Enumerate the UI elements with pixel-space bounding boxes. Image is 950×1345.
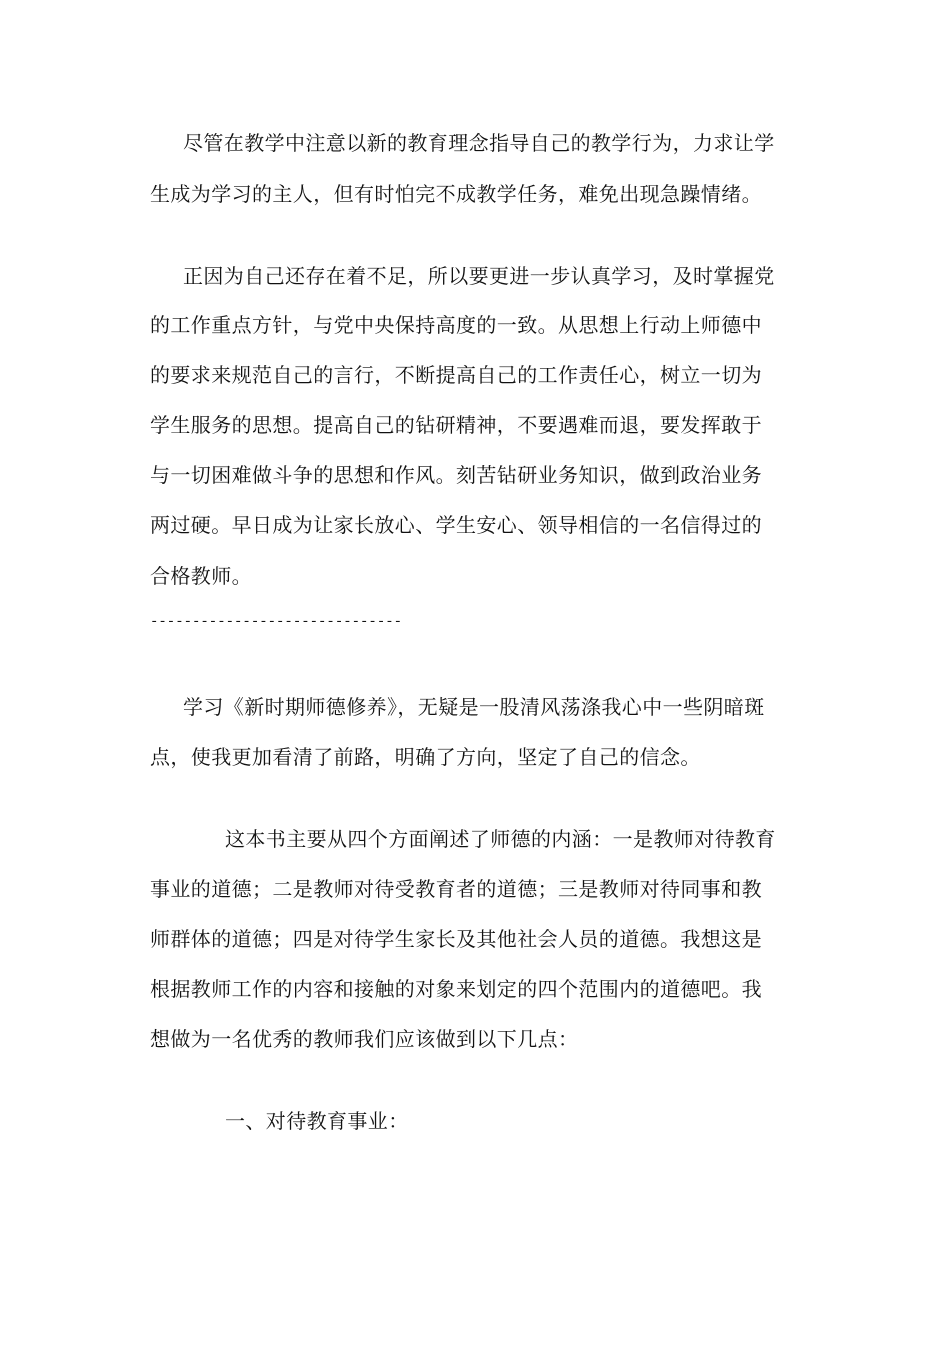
paragraph-1-line-2: 生成为学习的主人，但有时怕完不成教学任务，难免出现急躁情绪。 [150,182,762,206]
paragraph-4-line-1: 这本书主要从四个方面阐述了师德的内涵：一是教师对待教育 [225,827,776,851]
paragraph-2-line-1: 正因为自己还存在着不足，所以要更进一步认真学习，及时掌握党 [183,264,775,288]
paragraph-3-line-2: 点，使我更加看清了前路，明确了方向，坚定了自己的信念。 [150,745,701,769]
paragraph-2-line-3: 的要求来规范自己的言行，不断提高自己的工作责任心，树立一切为 [150,363,762,387]
paragraph-2-line-6: 两过硬。早日成为让家长放心、学生安心、领导相信的一名信得过的 [150,513,762,537]
paragraph-4-line-4: 根据教师工作的内容和接触的对象来划定的四个范围内的道德吧。我 [150,977,762,1001]
section-heading-1: 一、对待教育事业： [225,1109,409,1133]
paragraph-2-line-5: 与一切困难做斗争的思想和作风。刻苦钻研业务知识，做到政治业务 [150,463,762,487]
paragraph-4-line-3: 师群体的道德；四是对待学生家长及其他社会人员的道德。我想这是 [150,927,762,951]
paragraph-2-line-2: 的工作重点方针，与党中央保持高度的一致。从思想上行动上师德中 [150,313,762,337]
paragraph-3-line-1: 学习《新时期师德修养》，无疑是一股清风荡涤我心中一些阴暗斑 [183,695,765,719]
section-divider: ------------------------------ [150,614,403,630]
paragraph-2-line-4: 学生服务的思想。提高自己的钻研精神，不要遇难而退，要发挥敢于 [150,413,762,437]
paragraph-1-line-1: 尽管在教学中注意以新的教育理念指导自己的教学行为，力求让学 [183,131,775,155]
paragraph-4-line-5: 想做为一名优秀的教师我们应该做到以下几点： [150,1027,579,1051]
paragraph-2-line-7: 合格教师。 [150,564,252,588]
paragraph-4-line-2: 事业的道德；二是教师对待受教育者的道德；三是教师对待同事和教 [150,877,762,901]
